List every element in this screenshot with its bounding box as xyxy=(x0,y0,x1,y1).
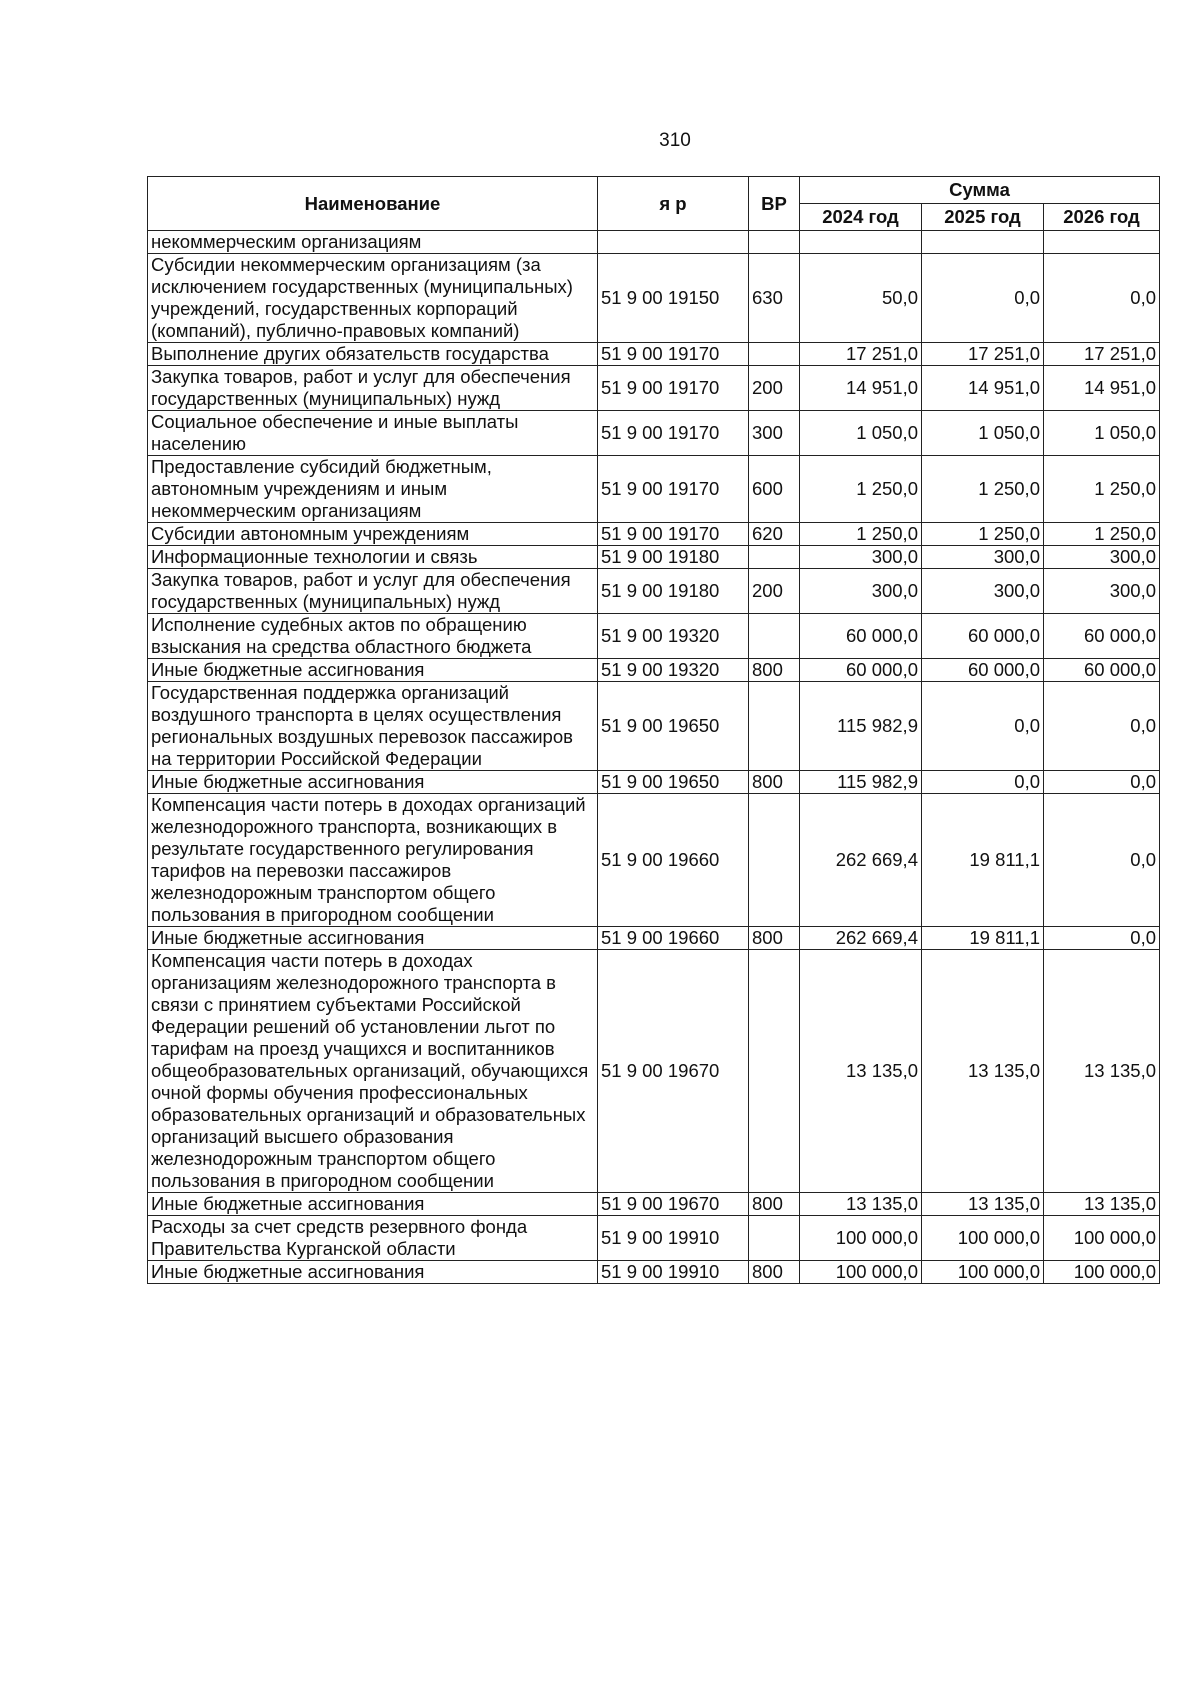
cell-2024: 13 135,0 xyxy=(800,950,922,1193)
cell-2026: 100 000,0 xyxy=(1044,1216,1160,1261)
cell-csr: 51 9 00 19660 xyxy=(598,794,749,927)
cell-2026: 300,0 xyxy=(1044,569,1160,614)
cell-name: Компенсация части потерь в доходах организациям железнодорожного транспорта в связи с принятием субъектами Российской Федерации решений об установлении льгот по тарифам на проезд учащихся и воспитанников общеобразовательных организаций, обучающихся очной формы обучения профессиональных образовательных организаций и образовательных организаций высшего образования железнодорожным транспортом общего пользования в пригородном сообщении xyxy=(148,950,598,1193)
cell-vr: 600 xyxy=(749,456,800,523)
cell-name: Предоставление субсидий бюджетным, автономным учреждениям и иным некоммерческим организациям xyxy=(148,456,598,523)
cell-2025: 1 250,0 xyxy=(922,456,1044,523)
cell-2025: 19 811,1 xyxy=(922,927,1044,950)
cell-2026: 1 250,0 xyxy=(1044,523,1160,546)
cell-name: Иные бюджетные ассигнования xyxy=(148,1261,598,1284)
cell-2024: 100 000,0 xyxy=(800,1216,922,1261)
cell-2024: 100 000,0 xyxy=(800,1261,922,1284)
cell-csr: 51 9 00 19910 xyxy=(598,1216,749,1261)
table-row xyxy=(148,682,1160,771)
cell-2026: 60 000,0 xyxy=(1044,659,1160,682)
header-year-2026: 2026 год xyxy=(1044,204,1160,231)
cell-vr xyxy=(749,1216,800,1261)
cell-2024: 115 982,9 xyxy=(800,682,922,771)
table-row xyxy=(148,794,1160,927)
cell-csr: 51 9 00 19170 xyxy=(598,366,749,411)
cell-2025: 100 000,0 xyxy=(922,1261,1044,1284)
table-row xyxy=(148,614,1160,659)
table-row xyxy=(148,1216,1160,1261)
cell-name: Закупка товаров, работ и услуг для обеспечения государственных (муниципальных) нужд xyxy=(148,569,598,614)
cell-csr: 51 9 00 19170 xyxy=(598,523,749,546)
cell-2026: 1 050,0 xyxy=(1044,411,1160,456)
cell-2024 xyxy=(800,231,922,254)
cell-2024: 262 669,4 xyxy=(800,927,922,950)
table-row xyxy=(148,546,1160,569)
cell-name: Субсидии некоммерческим организациям (за исключением государственных (муниципальных) учреждений, государственных корпораций (компаний), публично-правовых компаний) xyxy=(148,254,598,343)
budget-table xyxy=(147,176,1160,1284)
cell-2025 xyxy=(922,231,1044,254)
cell-vr: 630 xyxy=(749,254,800,343)
cell-2026: 300,0 xyxy=(1044,546,1160,569)
cell-csr: 51 9 00 19660 xyxy=(598,927,749,950)
cell-vr xyxy=(749,794,800,927)
cell-2025: 1 050,0 xyxy=(922,411,1044,456)
cell-vr: 300 xyxy=(749,411,800,456)
cell-csr xyxy=(598,231,749,254)
cell-2024: 262 669,4 xyxy=(800,794,922,927)
cell-2025: 19 811,1 xyxy=(922,794,1044,927)
cell-name: Социальное обеспечение и иные выплаты населению xyxy=(148,411,598,456)
cell-2025: 0,0 xyxy=(922,682,1044,771)
cell-name: Исполнение судебных актов по обращению взыскания на средства областного бюджета xyxy=(148,614,598,659)
table-row xyxy=(148,659,1160,682)
cell-vr xyxy=(749,614,800,659)
cell-vr: 200 xyxy=(749,366,800,411)
cell-2024: 300,0 xyxy=(800,546,922,569)
cell-2026: 0,0 xyxy=(1044,254,1160,343)
cell-name: Закупка товаров, работ и услуг для обеспечения государственных (муниципальных) нужд xyxy=(148,366,598,411)
cell-vr xyxy=(749,682,800,771)
cell-csr: 51 9 00 19910 xyxy=(598,1261,749,1284)
table-row xyxy=(148,569,1160,614)
cell-2025: 300,0 xyxy=(922,569,1044,614)
cell-2025: 60 000,0 xyxy=(922,659,1044,682)
cell-2026: 1 250,0 xyxy=(1044,456,1160,523)
table-row xyxy=(148,254,1160,343)
cell-2026 xyxy=(1044,231,1160,254)
cell-name: Иные бюджетные ассигнования xyxy=(148,927,598,950)
cell-name: Субсидии автономным учреждениям xyxy=(148,523,598,546)
cell-2025: 60 000,0 xyxy=(922,614,1044,659)
header-year-2025: 2025 год xyxy=(922,204,1044,231)
cell-2026: 17 251,0 xyxy=(1044,343,1160,366)
cell-name: Иные бюджетные ассигнования xyxy=(148,659,598,682)
cell-2024: 115 982,9 xyxy=(800,771,922,794)
cell-csr: 51 9 00 19320 xyxy=(598,614,749,659)
cell-csr: 51 9 00 19320 xyxy=(598,659,749,682)
header-year-2024: 2024 год xyxy=(800,204,922,231)
cell-csr: 51 9 00 19170 xyxy=(598,411,749,456)
cell-csr: 51 9 00 19150 xyxy=(598,254,749,343)
table-row xyxy=(148,523,1160,546)
cell-2026: 13 135,0 xyxy=(1044,1193,1160,1216)
table-row xyxy=(148,411,1160,456)
table-row xyxy=(148,1193,1160,1216)
table-row xyxy=(148,366,1160,411)
table-body xyxy=(148,231,1160,1284)
table-row xyxy=(148,456,1160,523)
cell-csr: 51 9 00 19650 xyxy=(598,771,749,794)
cell-name: некоммерческим организациям xyxy=(148,231,598,254)
cell-2026: 14 951,0 xyxy=(1044,366,1160,411)
cell-csr: 51 9 00 19170 xyxy=(598,343,749,366)
cell-csr: 51 9 00 19670 xyxy=(598,1193,749,1216)
header-csr: я р xyxy=(598,177,749,231)
cell-name: Иные бюджетные ассигнования xyxy=(148,1193,598,1216)
cell-vr xyxy=(749,546,800,569)
cell-name: Выполнение других обязательств государства xyxy=(148,343,598,366)
cell-2025: 13 135,0 xyxy=(922,1193,1044,1216)
cell-csr: 51 9 00 19650 xyxy=(598,682,749,771)
cell-2026: 0,0 xyxy=(1044,682,1160,771)
cell-vr: 620 xyxy=(749,523,800,546)
cell-2026: 0,0 xyxy=(1044,794,1160,927)
cell-2024: 13 135,0 xyxy=(800,1193,922,1216)
cell-2025: 100 000,0 xyxy=(922,1216,1044,1261)
cell-name: Иные бюджетные ассигнования xyxy=(148,771,598,794)
header-name: Наименование xyxy=(148,177,598,231)
cell-2026: 13 135,0 xyxy=(1044,950,1160,1193)
cell-name: Компенсация части потерь в доходах организаций железнодорожного транспорта, возникающих в результате государственного регулирования тарифов на перевозки пассажиров железнодорожным транспортом общего пользования в пригородном сообщении xyxy=(148,794,598,927)
cell-vr xyxy=(749,343,800,366)
cell-vr: 800 xyxy=(749,927,800,950)
table-row xyxy=(148,1261,1160,1284)
table-row xyxy=(148,771,1160,794)
header-vr: ВР xyxy=(749,177,800,231)
cell-2025: 1 250,0 xyxy=(922,523,1044,546)
cell-2024: 14 951,0 xyxy=(800,366,922,411)
cell-csr: 51 9 00 19180 xyxy=(598,546,749,569)
table-row xyxy=(148,231,1160,254)
cell-2025: 300,0 xyxy=(922,546,1044,569)
cell-2026: 100 000,0 xyxy=(1044,1261,1160,1284)
page-number: 310 xyxy=(659,130,691,151)
cell-2024: 60 000,0 xyxy=(800,659,922,682)
table-row xyxy=(148,927,1160,950)
cell-2024: 50,0 xyxy=(800,254,922,343)
table-row xyxy=(148,950,1160,1193)
cell-2026: 0,0 xyxy=(1044,771,1160,794)
cell-2025: 0,0 xyxy=(922,254,1044,343)
cell-vr xyxy=(749,950,800,1193)
cell-2024: 1 050,0 xyxy=(800,411,922,456)
cell-vr: 200 xyxy=(749,569,800,614)
cell-vr: 800 xyxy=(749,1261,800,1284)
cell-2024: 1 250,0 xyxy=(800,523,922,546)
cell-vr xyxy=(749,231,800,254)
cell-name: Государственная поддержка организаций воздушного транспорта в целях осуществления региональных воздушных перевозок пассажиров на территории Российской Федерации xyxy=(148,682,598,771)
cell-2025: 13 135,0 xyxy=(922,950,1044,1193)
cell-vr: 800 xyxy=(749,771,800,794)
cell-2024: 17 251,0 xyxy=(800,343,922,366)
cell-csr: 51 9 00 19670 xyxy=(598,950,749,1193)
cell-csr: 51 9 00 19170 xyxy=(598,456,749,523)
cell-2024: 300,0 xyxy=(800,569,922,614)
cell-2026: 0,0 xyxy=(1044,927,1160,950)
cell-vr: 800 xyxy=(749,1193,800,1216)
cell-2025: 17 251,0 xyxy=(922,343,1044,366)
cell-vr: 800 xyxy=(749,659,800,682)
cell-2025: 0,0 xyxy=(922,771,1044,794)
cell-2024: 1 250,0 xyxy=(800,456,922,523)
cell-2025: 14 951,0 xyxy=(922,366,1044,411)
cell-2026: 60 000,0 xyxy=(1044,614,1160,659)
cell-2024: 60 000,0 xyxy=(800,614,922,659)
cell-name: Расходы за счет средств резервного фонда Правительства Курганской области xyxy=(148,1216,598,1261)
cell-name: Информационные технологии и связь xyxy=(148,546,598,569)
cell-csr: 51 9 00 19180 xyxy=(598,569,749,614)
table-row xyxy=(148,343,1160,366)
header-sum: Сумма xyxy=(800,177,1160,204)
